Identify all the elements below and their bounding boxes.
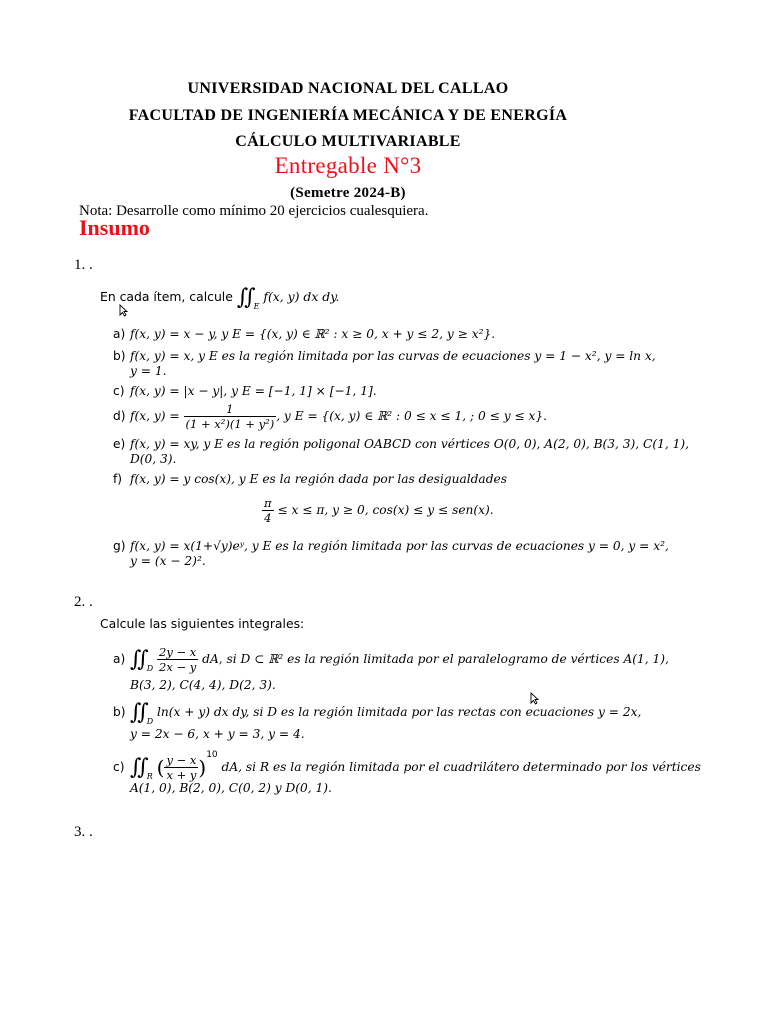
double-integral-symbol: ∬ (130, 755, 143, 780)
item-text: , y E = {(x, y) ∈ ℝ² : 0 ≤ x ≤ 1, ; 0 ≤ y ≤ x}. (276, 409, 548, 423)
problem-1-item-g (113, 539, 669, 553)
problem-2-item-b-cont: y = 2x − 6, x + y = 3, y = 4. (130, 727, 305, 741)
item-text: f(x, y) = xy, y E es la región poligonal OABCD con vértices O(0, 0), A(2, 0), B(3, 3), C(1, 1), (130, 437, 690, 451)
problem-2-item-a-cont: B(3, 2), C(4, 4), D(2, 3). (130, 678, 276, 692)
faculty-title: FACULTAD DE INGENIERÍA MECÁNICA Y DE ENERGÍA (128, 107, 568, 124)
problem-1-item-a (113, 327, 495, 341)
item-label: d) (113, 409, 126, 423)
problem-2-item-c-cont: A(1, 0), B(2, 0), C(0, 2) y D(0, 1). (130, 781, 332, 795)
inequality-text: ≤ x ≤ π, y ≥ 0, cos(x) ≤ y ≤ sen(x). (277, 503, 494, 517)
problem-1-intro (100, 285, 340, 311)
fraction-denominator: (1 + x²)(1 + y²) (185, 417, 275, 431)
problem-1-item-c (113, 384, 377, 398)
fraction-denominator: 2x − y (159, 660, 197, 674)
integral-subscript: D (146, 717, 154, 726)
fraction (262, 496, 274, 525)
fraction (164, 753, 198, 782)
item-text: f(x, y) = x, y E es la región limitada por las curvas de ecuaciones y = 1 − x², y = ln x, (130, 349, 656, 363)
problem-1-item-e (113, 437, 689, 451)
fraction-numerator: 1 (184, 402, 277, 417)
item-text: ln(x + y) dx dy, si D es la región limitada por las rectas con ecuaciones y = 2x, (157, 705, 642, 719)
assignment-title: Entregable N°3 (274, 153, 422, 178)
semester-label: (Semetre 2024-B) (290, 185, 406, 201)
fraction (184, 402, 277, 431)
item-label: e) (113, 437, 126, 451)
item-label: b) (113, 705, 126, 719)
fraction-denominator: 4 (264, 511, 272, 525)
integrand-text: f(x, y) dx dy. (263, 289, 340, 304)
open-paren: ( (156, 755, 165, 780)
item-text: dA, si R es la región limitada por el cuadrilátero determinado por los vértices (221, 760, 701, 774)
problem-1-item-b (113, 349, 656, 363)
double-integral-symbol: ∬ (130, 647, 143, 672)
integral-subscript: D (146, 664, 154, 673)
problem-2-item-b (113, 700, 641, 726)
item-text: f(x, y) = x − y, y E = {(x, y) ∈ ℝ² : x ≥ 0, x + y ≤ 2, y ≥ x²}. (130, 327, 496, 341)
item-text: f(x, y) = (130, 409, 180, 423)
fraction-numerator: y − x (166, 753, 197, 767)
fraction-numerator: 2y − x (159, 645, 197, 659)
fraction-denominator: x + y (166, 768, 197, 782)
problem-number-1: 1. . (74, 257, 93, 273)
item-label: f) (113, 472, 123, 486)
problem-2-item-a (113, 645, 669, 674)
double-integral-symbol: ∬ (236, 285, 250, 310)
problem-number-3: 3. . (74, 824, 93, 840)
item-label: a) (113, 327, 126, 341)
item-label: b) (113, 349, 126, 363)
problem-1-item-f (113, 472, 507, 486)
item-label: g) (113, 539, 126, 553)
problem-1-item-f-inequalities (262, 496, 494, 525)
integral-subscript: E (253, 302, 260, 311)
exponent: 10 (206, 750, 218, 760)
fraction (157, 645, 198, 674)
item-text: f(x, y) = |x − y|, y E = [−1, 1] × [−1, 1]. (130, 384, 377, 398)
item-text: f(x, y) = y cos(x), y E es la región dada por las desigualdades (130, 472, 507, 486)
section-heading: Insumo (79, 215, 150, 240)
problem-number-2: 2. . (74, 594, 93, 610)
item-text: f(x, y) = x(1+√y)eʸ, y E es la región limitada por las curvas de ecuaciones y = 0, y = x², (130, 539, 669, 553)
fraction-numerator: π (264, 496, 272, 510)
integral-subscript: R (146, 772, 153, 781)
item-label: a) (113, 652, 126, 666)
item-label: c) (113, 760, 125, 774)
close-paren: ) (198, 755, 207, 780)
course-title: CÁLCULO MULTIVARIABLE (235, 133, 461, 150)
intro-text: En cada ítem, calcule (100, 289, 233, 304)
item-text: dA, si D ⊂ ℝ² es la región limitada por el paralelogramo de vértices A(1, 1), (202, 652, 669, 666)
problem-1-item-e-cont: D(0, 3). (130, 452, 177, 466)
double-integral-symbol: ∬ (130, 700, 143, 725)
problem-1-item-d (113, 402, 547, 431)
item-label: c) (113, 384, 125, 398)
problem-2-item-c (113, 750, 701, 782)
problem-1-item-g-cont: y = (x − 2)². (130, 554, 206, 568)
problem-2-intro: Calcule las siguientes integrales: (100, 616, 305, 631)
university-title: UNIVERSIDAD NACIONAL DEL CALLAO (187, 80, 509, 97)
note-text: Nota: Desarrolle como mínimo 20 ejercicios cualesquiera. (79, 203, 429, 219)
problem-1-item-b-cont: y = 1. (130, 364, 167, 378)
